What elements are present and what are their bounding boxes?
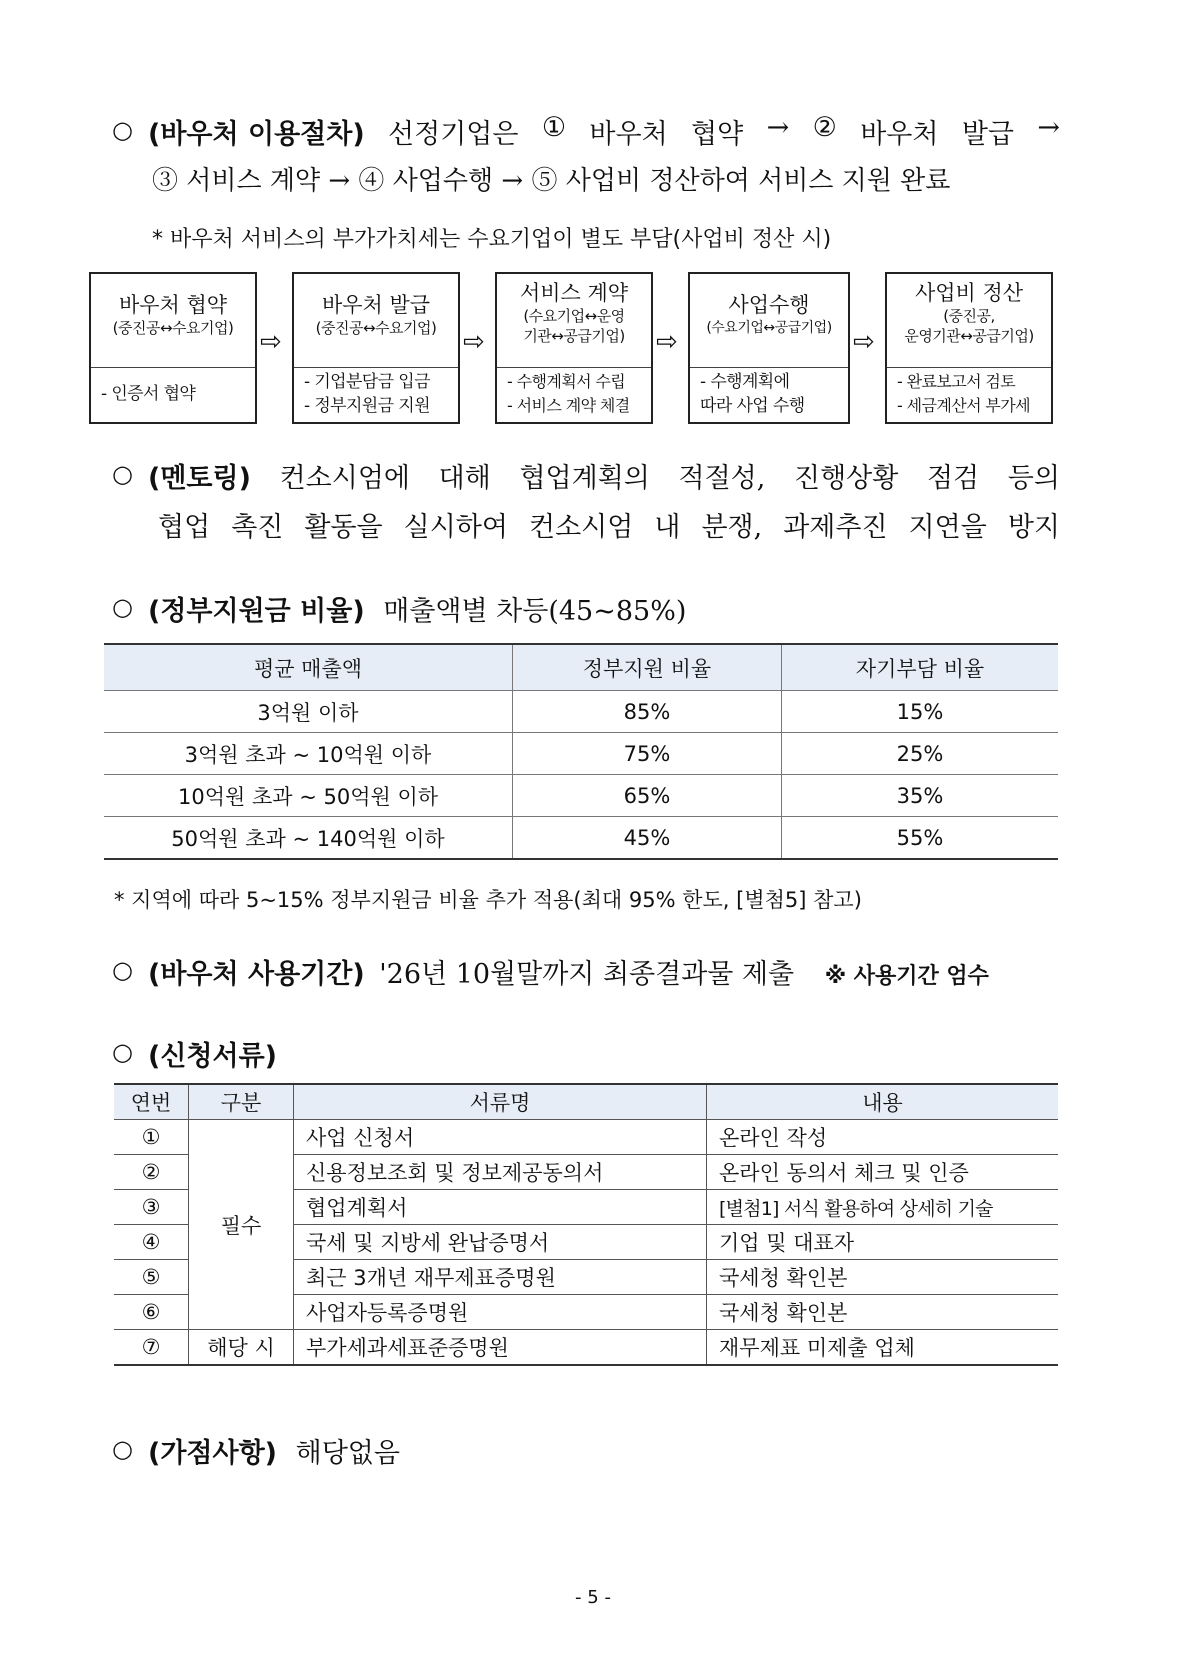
- ratio-table: [104, 643, 1058, 860]
- flow-step-1: 바우처 협약 (중진공↔수요기업) - 인증서 협약: [89, 272, 257, 424]
- documents-heading: [148, 1034, 277, 1073]
- doc-header-content: 내용: [707, 1084, 1059, 1120]
- page-number: - 5 -: [575, 1587, 611, 1608]
- period-label: (바우처 사용기간): [148, 959, 365, 990]
- voucher-process-line2: ③ 서비스 계약 → ④ 사업수행 → ⑤ 사업비 정산하여 서비스 지원 완료: [152, 166, 951, 196]
- table-row: 3억원 초과 ~ 10억원 이하 75% 25%: [104, 733, 1058, 775]
- period-emphasis: ※ 사용기간 엄수: [824, 964, 989, 989]
- table-row: ③ 협업계획서 [별첨1] 서식 활용하여 상세히 기술: [114, 1190, 1058, 1225]
- table-row: ② 신용정보조회 및 정보제공동의서 온라인 동의서 체크 및 인증: [114, 1155, 1058, 1190]
- doc-header-no: 연번: [114, 1084, 189, 1120]
- doc-header-type: 구분: [189, 1084, 294, 1120]
- bullet-3: ○: [112, 593, 133, 621]
- flow-arrow-2: ⇨: [463, 327, 485, 357]
- ratio-note: * 지역에 따라 5~15% 정부지원금 비율 추가 적용(최대 95% 한도, [별첨5] 참고): [114, 888, 862, 912]
- table-row: ④ 국세 및 지방세 완납증명서 기업 및 대표자: [114, 1225, 1058, 1260]
- table-row: ⑥ 사업자등록증명원 국세청 확인본: [114, 1295, 1058, 1330]
- flow-step-3: 서비스 계약 (수요기업↔운영 기관↔공급기업) - 수행계획서 수립 - 서비스 계약 체결: [495, 272, 653, 424]
- voucher-process-line1: (바우처 이용절차) 선정기업은 ① 바우처 협약 → ② 바우처 발급 →: [148, 112, 1060, 150]
- bullet-6: ○: [112, 1435, 133, 1463]
- bonus-heading: [148, 1431, 400, 1470]
- ratio-header-gov: 정부지원 비율: [513, 644, 782, 691]
- doc-group-conditional: 해당 시: [189, 1330, 294, 1366]
- mentoring-line1: (멘토링) 컨소시엄에 대해 협업계획의 적절성, 진행상황 점검 등의: [148, 456, 1060, 495]
- flow-step-2: 바우처 발급 (중진공↔수요기업) - 기업분담금 입금 - 정부지원금 지원: [292, 272, 460, 424]
- ratio-label: (정부지원금 비율): [148, 596, 365, 627]
- bullet-1: ○: [112, 116, 133, 144]
- table-row: 10억원 초과 ~ 50억원 이하 65% 35%: [104, 775, 1058, 817]
- voucher-vat-note: * 바우처 서비스의 부가가치세는 수요기업이 별도 부담(사업비 정산 시): [152, 227, 832, 252]
- bonus-text: 해당없음: [295, 1438, 400, 1469]
- documents-label: (신청서류): [148, 1041, 278, 1072]
- mentoring-label: (멘토링): [148, 463, 251, 494]
- flow-arrow-3: ⇨: [656, 327, 678, 357]
- doc-header-name: 서류명: [294, 1084, 707, 1120]
- mentoring-line2: 협업 촉진 활동을 실시하여 컨소시엄 내 분쟁, 과제추진 지연을 방지: [158, 512, 1060, 543]
- bullet-4: ○: [112, 956, 133, 984]
- table-row: ⑦ 해당 시 부가세과세표준증명원 재무제표 미제출 업체: [114, 1330, 1058, 1366]
- table-row: 3억원 이하 85% 15%: [104, 691, 1058, 733]
- ratio-heading: [148, 589, 686, 628]
- flow-step-5: 사업비 정산 (중진공, 운영기관↔공급기업) - 완료보고서 검토 - 세금계산서 부가세: [885, 272, 1053, 424]
- table-row: 50억원 초과 ~ 140억원 이하 45% 55%: [104, 817, 1058, 860]
- bullet-5: ○: [112, 1038, 133, 1066]
- flow-step-4: 사업수행 (수요기업↔공급기업) - 수행계획에 따라 사업 수행: [688, 272, 850, 424]
- period-text: '26년 10월말까지 최종결과물 제출: [379, 959, 795, 990]
- bonus-label: (가점사항): [148, 1438, 278, 1469]
- flow-arrow-4: ⇨: [853, 327, 875, 357]
- doc-group-required: 필수: [189, 1120, 294, 1330]
- voucher-process-label: (바우처 이용절차): [148, 119, 365, 150]
- ratio-header-revenue: 평균 매출액: [104, 644, 513, 691]
- flow-arrow-1: ⇨: [260, 327, 282, 357]
- documents-table: [114, 1083, 1058, 1366]
- period-heading: [148, 952, 989, 991]
- bullet-2: ○: [112, 460, 133, 488]
- ratio-text: 매출액별 차등(45~85%): [383, 596, 687, 627]
- table-row: ① 필수 사업 신청서 온라인 작성: [114, 1120, 1058, 1155]
- table-row: ⑤ 최근 3개년 재무제표증명원 국세청 확인본: [114, 1260, 1058, 1295]
- ratio-header-self: 자기부담 비율: [782, 644, 1059, 691]
